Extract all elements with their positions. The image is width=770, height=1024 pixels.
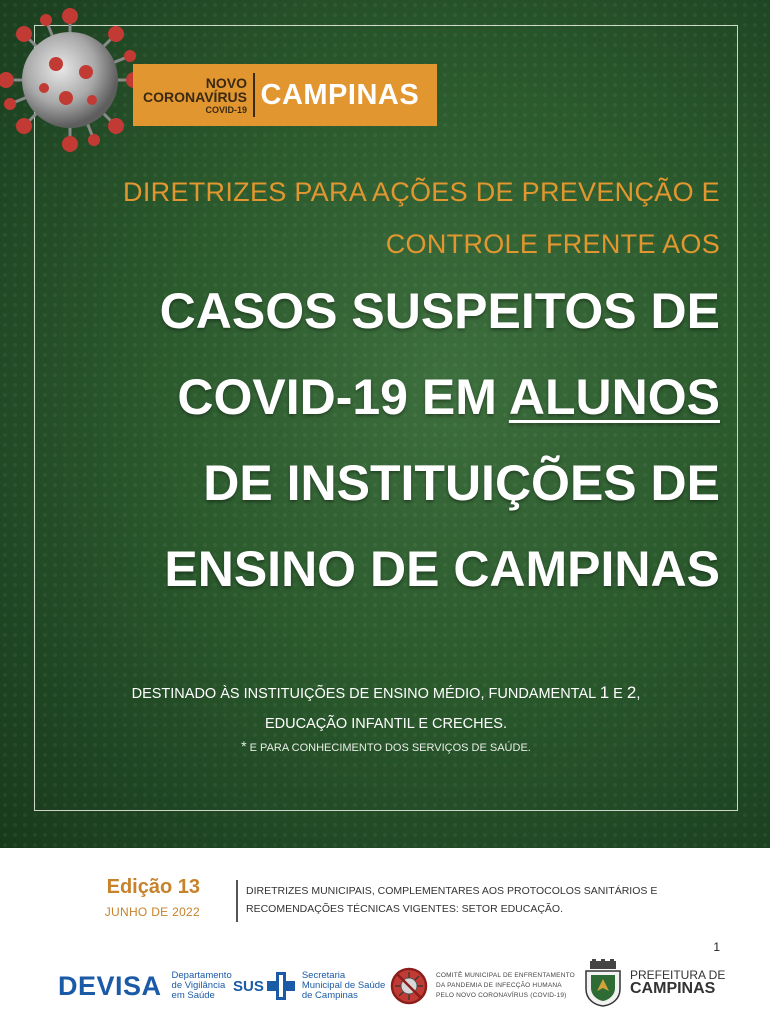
edition-divider bbox=[236, 880, 238, 922]
sus-text bbox=[302, 971, 385, 1001]
sus-text-line1: Secretaria bbox=[301, 970, 346, 981]
edition-desc-line2: RECOMENDAÇÕES TÉCNICAS VIGENTES: SETOR EDUCAÇÃO. bbox=[246, 903, 563, 915]
prefeitura-text-line2: CAMPINAS bbox=[630, 980, 716, 997]
coronavirus-icon bbox=[0, 6, 144, 154]
comite-text-line3: PELO NOVO CORONAVÍRUS (COVID-19) bbox=[436, 992, 567, 999]
audience-line1 bbox=[34, 678, 738, 709]
sus-text-line3: de Campinas bbox=[301, 990, 358, 1001]
audience-comma: , bbox=[636, 686, 641, 702]
brand-line2: CORONAVÍRUS bbox=[143, 88, 247, 105]
note-text: E PARA CONHECIMENTO DOS SERVIÇOS DE SAÚDE. bbox=[246, 742, 531, 754]
brand-line3: COVID-19 bbox=[205, 104, 247, 115]
subtitle-line2: CONTROLE FRENTE AOS bbox=[385, 229, 720, 259]
document-subtitle bbox=[20, 166, 720, 270]
comite-logo bbox=[390, 964, 575, 1008]
devisa-text-line3: em Saúde bbox=[171, 990, 215, 1001]
sus-logo bbox=[233, 966, 385, 1006]
document-title bbox=[20, 268, 720, 612]
brand-line1: NOVO bbox=[205, 74, 247, 91]
edition-desc-line1: DIRETRIZES MUNICIPAIS, COMPLEMENTARES AOS PROTOCOLOS SANITÁRIOS E bbox=[246, 885, 658, 897]
prefeitura-text-line1: PREFEITURA DE bbox=[630, 968, 726, 982]
title-line4: ENSINO DE CAMPINAS bbox=[164, 541, 720, 597]
edition-date: JUNHO DE 2022 bbox=[104, 905, 200, 919]
subtitle-line1: DIRETRIZES PARA AÇÕES DE PREVENÇÃO E bbox=[123, 177, 720, 207]
title-line2 bbox=[20, 354, 720, 440]
edition-description bbox=[246, 882, 706, 918]
title-line2-start: COVID-19 EM bbox=[177, 369, 509, 425]
title-line1: CASOS SUSPEITOS DE bbox=[159, 283, 720, 339]
audience-conjunction: E bbox=[609, 686, 627, 702]
sus-mark: SUS bbox=[233, 977, 264, 995]
audience-line2: EDUCAÇÃO INFANTIL E CRECHES. bbox=[265, 716, 507, 732]
audience-line1-text: DESTINADO ÀS INSTITUIÇÕES DE ENSINO MÉDIO, FUNDAMENTAL bbox=[131, 686, 600, 702]
comite-text-line1: COMITÊ MUNICIPAL DE ENFRENTAMENTO bbox=[436, 972, 575, 979]
edition-title: Edição 13 bbox=[106, 876, 200, 898]
devisa-text-line1: Departamento bbox=[171, 970, 232, 981]
sus-text-line2: Municipal de Saúde bbox=[301, 980, 386, 991]
page-number: 1 bbox=[713, 940, 720, 954]
title-line3: DE INSTITUIÇÕES DE bbox=[203, 455, 720, 511]
brand-subtitle bbox=[133, 76, 253, 115]
title-underlined-word: ALUNOS bbox=[508, 369, 720, 425]
devisa-text bbox=[172, 971, 232, 1001]
audience-level-1: 1 bbox=[599, 683, 610, 702]
note-asterisk: * bbox=[241, 738, 247, 754]
prefeitura-logo bbox=[582, 958, 725, 1008]
comite-text-line2: DA PANDEMIA DE INFECÇÃO HUMANA bbox=[436, 982, 562, 989]
devisa-text-line2: de Vigilância bbox=[171, 980, 226, 991]
city-crest-icon bbox=[582, 959, 624, 1007]
audience-text bbox=[34, 678, 738, 739]
devisa-mark: DEVISA bbox=[58, 970, 162, 1001]
sus-cross-icon bbox=[266, 971, 296, 1001]
edition-block bbox=[60, 876, 200, 919]
devisa-logo bbox=[58, 966, 232, 1006]
prefeitura-text bbox=[630, 969, 725, 997]
audience-note bbox=[34, 738, 738, 754]
no-virus-icon bbox=[390, 967, 428, 1005]
comite-text bbox=[436, 971, 575, 1001]
brand-city: CAMPINAS bbox=[260, 78, 420, 111]
audience-level-2: 2 bbox=[626, 683, 637, 702]
campinas-covid-brand bbox=[133, 64, 437, 126]
